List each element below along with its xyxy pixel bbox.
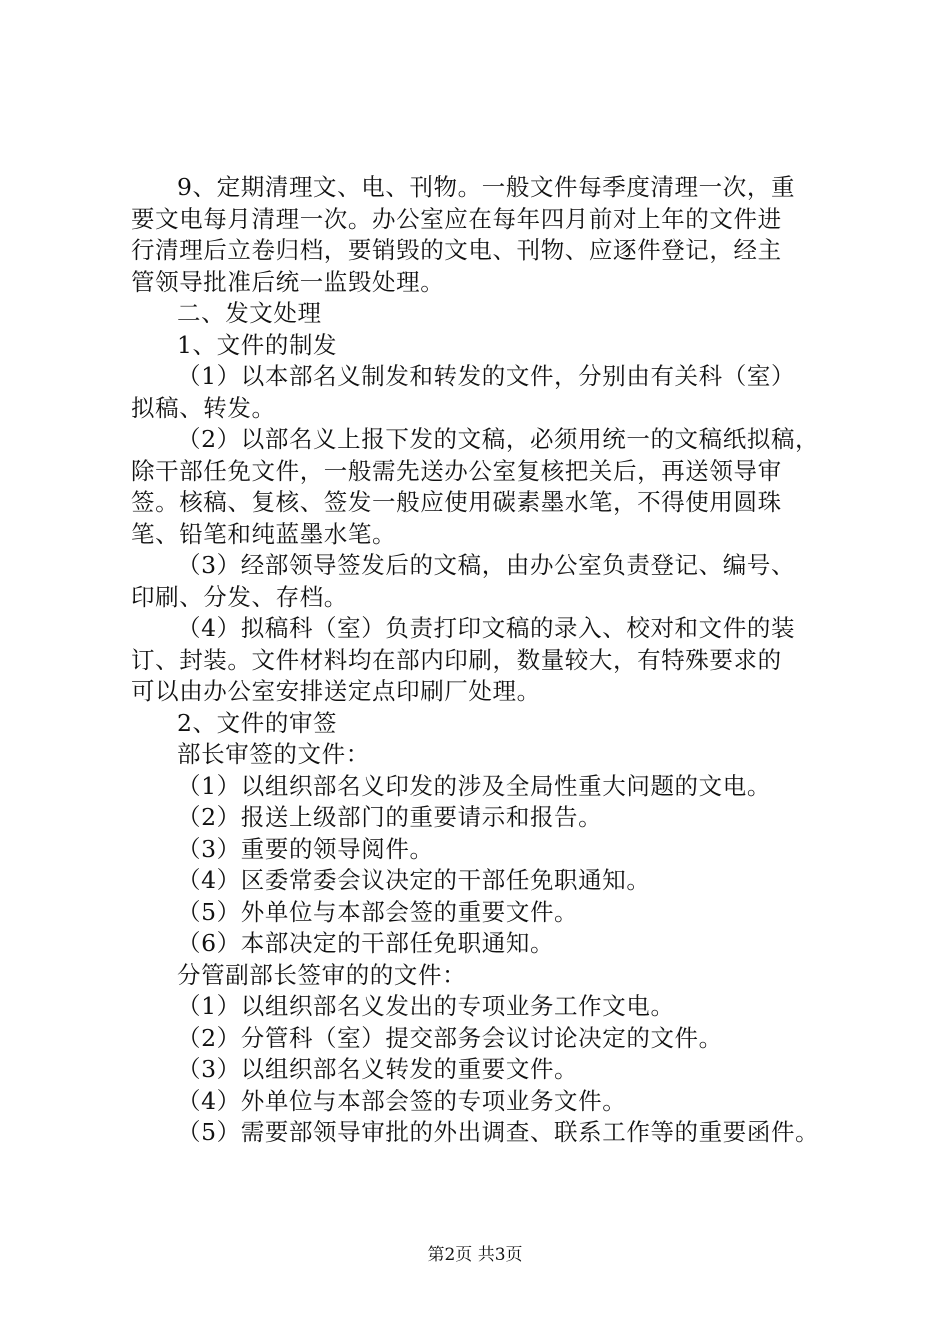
list-item: （5）需要部领导审批的外出调查、联系工作等的重要函件。 <box>177 1118 820 1146</box>
list-item: （5）外单位与本部会签的重要文件。 <box>177 897 579 926</box>
page-footer: 第2页 共3页 <box>427 1245 523 1265</box>
subsection-heading: 1、文件的制发 <box>177 330 338 359</box>
list-item: （1）以组织部名义印发的涉及全局性重大问题的文电。 <box>177 771 771 800</box>
paragraph-line: （3）经部领导签发后的文稿，由办公室负责登记、编号、 <box>177 551 796 579</box>
paragraph-line: 要文电每月清理一次。办公室应在每年四月前对上年的文件进 <box>131 204 782 233</box>
list-item: （4）区委常委会议决定的干部任免职通知。 <box>177 866 651 894</box>
paragraph-line: 笔、铅笔和纯蓝墨水笔。 <box>131 519 397 548</box>
paragraph-line: 管领导批准后统一监毁处理。 <box>131 267 445 296</box>
paragraph-line: （2）以部名义上报下发的文稿，必须用统一的文稿纸拟稿， <box>177 425 820 453</box>
document-body <box>131 172 831 1149</box>
paragraph-line: 拟稿、转发。 <box>131 393 276 422</box>
paragraph-line: 9、定期清理文、电、刊物。一般文件每季度清理一次，重 <box>177 173 796 201</box>
list-heading: 分管副部长签审的的文件： <box>177 960 467 989</box>
list-item: （3）以组织部名义转发的重要文件。 <box>177 1055 579 1083</box>
paragraph-line: 可以由办公室安排送定点印刷厂处理。 <box>131 677 541 705</box>
paragraph-line: 行清理后立卷归档，要销毁的文电、刊物、应逐件登记，经主 <box>131 236 782 264</box>
paragraph-line: （1）以本部名义制发和转发的文件，分别由有关科（室） <box>177 362 796 390</box>
paragraph-line: 订、封装。文件材料均在部内印刷，数量较大，有特殊要求的 <box>131 645 782 674</box>
list-item: （1）以组织部名义发出的专项业务工作文电。 <box>177 992 675 1020</box>
list-item: （6）本部决定的干部任免职通知。 <box>177 929 555 957</box>
paragraph-line: 印刷、分发、存档。 <box>131 582 348 611</box>
list-item: （4）外单位与本部会签的专项业务文件。 <box>177 1086 627 1115</box>
list-item: （2）分管科（室）提交部务会议讨论决定的文件。 <box>177 1023 723 1052</box>
paragraph-line: 签。核稿、复核、签发一般应使用碳素墨水笔，不得使用圆珠 <box>131 488 782 516</box>
paragraph-line: （4）拟稿科（室）负责打印文稿的录入、校对和文件的装 <box>177 614 796 642</box>
paragraph-line: 除干部任免文件，一般需先送办公室复核把关后，再送领导审 <box>131 456 782 485</box>
list-item: （2）报送上级部门的重要请示和报告。 <box>177 803 603 831</box>
section-heading: 二、发文处理 <box>177 299 322 327</box>
list-item: （3）重要的领导阅件。 <box>177 834 434 863</box>
subsection-heading: 2、文件的审签 <box>177 708 338 737</box>
list-heading: 部长审签的文件： <box>177 740 370 768</box>
